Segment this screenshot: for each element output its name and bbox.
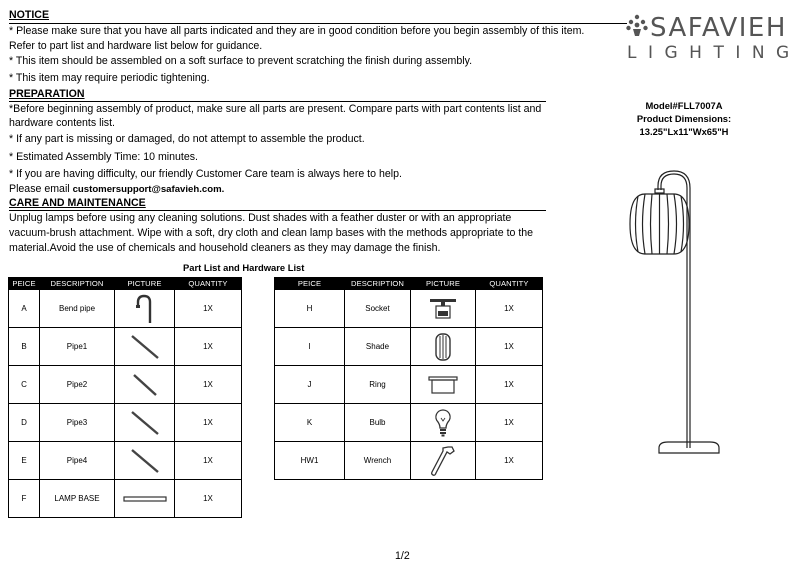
quantity-cell: 1X — [476, 442, 543, 480]
pipe-icon — [128, 333, 162, 361]
quantity-cell: 1X — [476, 328, 543, 366]
picture-cell — [115, 328, 175, 366]
col-header-quantity: QUANTITY — [476, 278, 543, 290]
table-row — [275, 442, 543, 480]
piece-cell: C — [9, 366, 40, 404]
quantity-cell: 1X — [476, 404, 543, 442]
brand-sub: LIGHTING — [627, 43, 801, 63]
quantity-cell: 1X — [175, 480, 242, 518]
col-header-quantity: QUANTITY — [175, 278, 242, 290]
parts-table-left — [8, 277, 242, 518]
quantity-cell: 1X — [175, 328, 242, 366]
wrench-icon — [430, 445, 456, 477]
pipe-icon — [128, 447, 162, 475]
picture-cell — [115, 366, 175, 404]
parts-table-right — [274, 277, 543, 480]
preparation-line: * If any part is missing or damaged, do not attempt to assemble the product. — [9, 133, 365, 145]
care-heading: CARE AND MAINTENANCE — [9, 197, 146, 209]
description-cell: LAMP BASE — [40, 480, 115, 518]
table-row — [9, 328, 242, 366]
table-header-row — [9, 278, 242, 290]
col-header-piece: PEICE — [275, 278, 345, 290]
picture-cell — [115, 442, 175, 480]
product-model: Model#FLL7007A — [645, 100, 723, 111]
preparation-line: * If you are having difficulty, our friendly Customer Care team is always here to help. — [9, 168, 402, 180]
table-row — [9, 366, 242, 404]
notice-line: * Please make sure that you have all parts indicated and they are in good condition before you begin assembly of this item. — [9, 25, 585, 37]
lamp-base-icon — [122, 494, 168, 504]
floor-lamp-illustration — [612, 168, 732, 463]
ring-icon — [428, 375, 458, 395]
description-cell: Pipe4 — [40, 442, 115, 480]
preparation-line: * Estimated Assembly Time: 10 minutes. — [9, 151, 198, 163]
care-line: material.Avoid the use of chemicals and household cleaners as they may damage the finish. — [9, 242, 441, 254]
piece-cell: J — [275, 366, 345, 404]
piece-cell: F — [9, 480, 40, 518]
quantity-cell: 1X — [175, 366, 242, 404]
parts-list-title: Part List and Hardware List — [183, 262, 305, 273]
shade-icon — [434, 332, 452, 362]
picture-cell — [411, 290, 476, 328]
support-email-link[interactable]: customersupport@safavieh.com. — [72, 184, 225, 195]
email-prefix: Please email — [9, 183, 73, 195]
col-header-picture: PICTURE — [411, 278, 476, 290]
description-cell: Bulb — [345, 404, 411, 442]
notice-heading: NOTICE — [9, 9, 50, 21]
picture-cell — [115, 480, 175, 518]
table-row — [275, 290, 543, 328]
piece-cell: HW1 — [275, 442, 345, 480]
preparation-heading: PREPARATION — [9, 88, 85, 100]
description-cell: Socket — [345, 290, 411, 328]
bulb-icon — [434, 408, 452, 438]
piece-cell: E — [9, 442, 40, 480]
col-header-piece: PEICE — [9, 278, 40, 290]
description-cell: Wrench — [345, 442, 411, 480]
picture-cell — [411, 366, 476, 404]
table-row — [9, 442, 242, 480]
care-line: vacuum-brush attachment. Wipe with a soft, dry cloth and clean lamp bases with the methods appropriate to the — [9, 227, 534, 239]
notice-line: Refer to part list and hardware list below for guidance. — [9, 40, 263, 52]
table-row — [9, 404, 242, 442]
piece-cell: K — [275, 404, 345, 442]
product-info — [598, 99, 770, 138]
quantity-cell: 1X — [476, 290, 543, 328]
col-header-description: DESCRIPTION — [40, 278, 115, 290]
piece-cell: D — [9, 404, 40, 442]
description-cell: Pipe3 — [40, 404, 115, 442]
pipe-icon — [128, 409, 162, 437]
table-row — [9, 480, 242, 518]
piece-cell: B — [9, 328, 40, 366]
description-cell: Pipe2 — [40, 366, 115, 404]
chandelier-icon — [626, 14, 648, 40]
product-dimensions: 13.25"Lx11"Wx65"H — [639, 126, 729, 137]
notice-line: * This item may require periodic tightening. — [9, 72, 210, 84]
table-row — [275, 404, 543, 442]
piece-cell: H — [275, 290, 345, 328]
description-cell: Ring — [345, 366, 411, 404]
description-cell: Pipe1 — [40, 328, 115, 366]
picture-cell — [411, 404, 476, 442]
product-dimensions-label: Product Dimensions: — [636, 113, 732, 124]
quantity-cell: 1X — [175, 290, 242, 328]
brand-name: SAFAVIEH — [650, 13, 787, 43]
care-line: Unplug lamps before using any cleaning solutions. Dust shades with a feather duster or with an appropriate — [9, 212, 512, 224]
picture-cell — [115, 404, 175, 442]
table-row — [275, 328, 543, 366]
piece-cell: A — [9, 290, 40, 328]
pipe-icon — [128, 371, 162, 399]
picture-cell — [411, 328, 476, 366]
table-row — [9, 290, 242, 328]
quantity-cell: 1X — [476, 366, 543, 404]
description-cell: Shade — [345, 328, 411, 366]
col-header-description: DESCRIPTION — [345, 278, 411, 290]
preparation-line: hardware contents list. — [9, 117, 115, 129]
table-row — [275, 366, 543, 404]
preparation-email-line — [9, 182, 224, 197]
col-header-picture: PICTURE — [115, 278, 175, 290]
preparation-line: *Before beginning assembly of product, make sure all parts are present. Compare parts with part contents list and — [9, 103, 542, 115]
socket-icon — [429, 296, 457, 322]
quantity-cell: 1X — [175, 442, 242, 480]
description-cell: Bend pipe — [40, 290, 115, 328]
quantity-cell: 1X — [175, 404, 242, 442]
picture-cell — [411, 442, 476, 480]
piece-cell: I — [275, 328, 345, 366]
bend-pipe-icon — [133, 294, 157, 324]
notice-line: * This item should be assembled on a soft surface to prevent scratching the finish during assembly. — [9, 55, 473, 67]
page-number: 1/2 — [395, 550, 410, 562]
table-header-row — [275, 278, 543, 290]
brand-logo — [624, 12, 804, 64]
picture-cell — [115, 290, 175, 328]
